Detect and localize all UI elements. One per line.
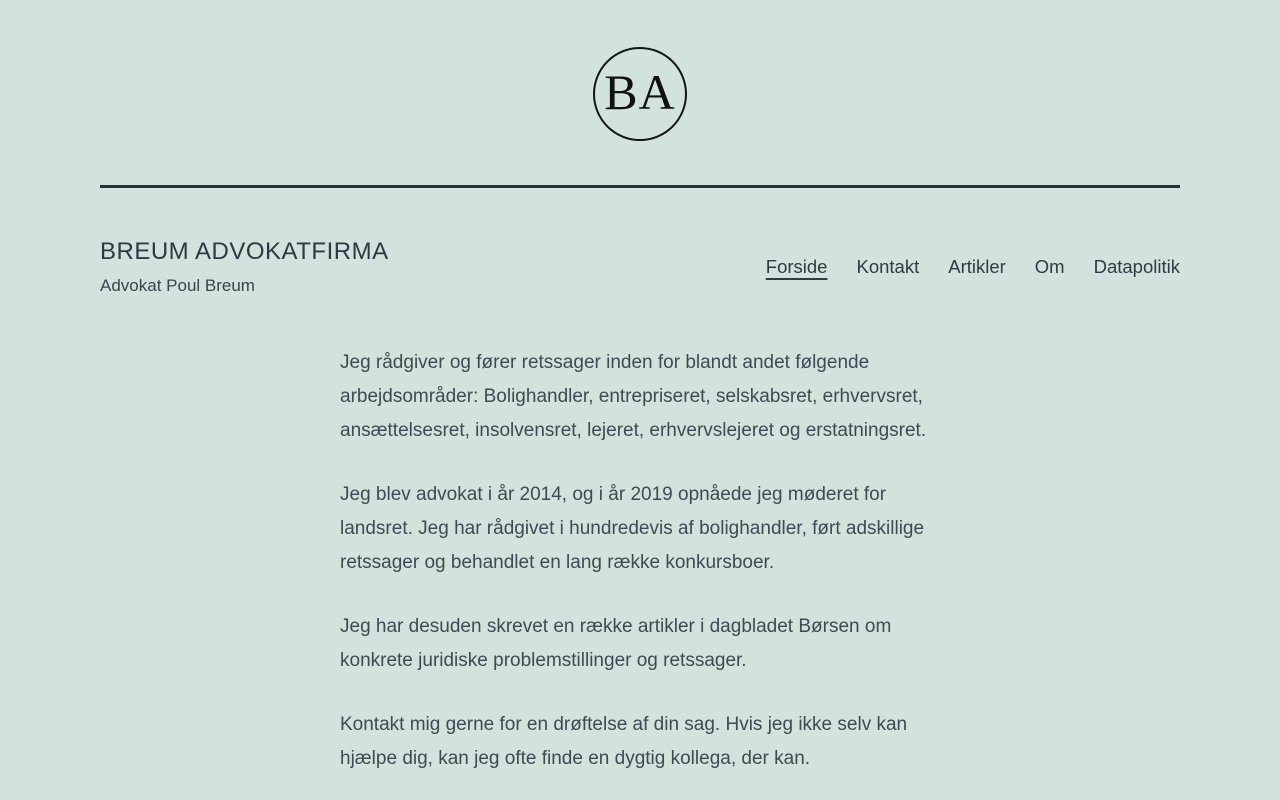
intro-paragraph: Jeg rådgiver og fører retssager inden for blandt andet følgende arbejdsområder: Bolighandler, entrepriseret, selskabsret, erhvervsret, ansættelsesret, insolvensret, lejeret, erhvervslejeret og erstatningsret.: [340, 352, 927, 441]
primary-nav-list: [766, 256, 1180, 278]
site-title[interactable]: BREUM ADVOKATFIRMA: [100, 238, 389, 265]
nav-link-om[interactable]: Om: [1034, 256, 1065, 277]
nav-item: [766, 256, 828, 278]
nav-link-datapolitik[interactable]: Datapolitik: [1093, 256, 1180, 277]
nav-item: [856, 256, 919, 278]
articles-paragraph: Jeg har desuden skrevet en række artikler i dagbladet Børsen om konkrete juridiske problemstillinger og retssager.: [340, 616, 892, 671]
experience-paragraph: Jeg blev advokat i år 2014, og i år 2019 opnåede jeg møderet for landsret. Jeg har rådgivet i hundredevis af bolighandler, ført adskillige retssager og behandlet en lang række konkursboer.: [340, 484, 925, 573]
nav-item: [948, 256, 1006, 278]
site-tagline: Advokat Poul Breum: [100, 276, 255, 295]
primary-nav: [766, 256, 1180, 278]
site-branding: [100, 238, 389, 296]
logo-row: [0, 47, 1280, 141]
header-divider: [100, 185, 1180, 188]
nav-link-kontakt[interactable]: Kontakt: [856, 256, 920, 277]
site-header: [0, 0, 1280, 296]
header-bar: [100, 238, 1180, 296]
nav-item: [1035, 256, 1065, 278]
contact-paragraph: Kontakt mig gerne for en drøftelse af din sag. Hvis jeg ikke selv kan hjælpe dig, kan jeg ofte finde en dygtig kollega, der kan.: [340, 714, 908, 769]
site-logo[interactable]: [593, 47, 687, 141]
nav-link-forside[interactable]: Forside: [765, 256, 828, 277]
main-content: [340, 346, 940, 776]
nav-item: [1094, 256, 1180, 278]
logo-monogram-icon: BA: [604, 64, 676, 120]
nav-link-artikler[interactable]: Artikler: [948, 256, 1006, 277]
